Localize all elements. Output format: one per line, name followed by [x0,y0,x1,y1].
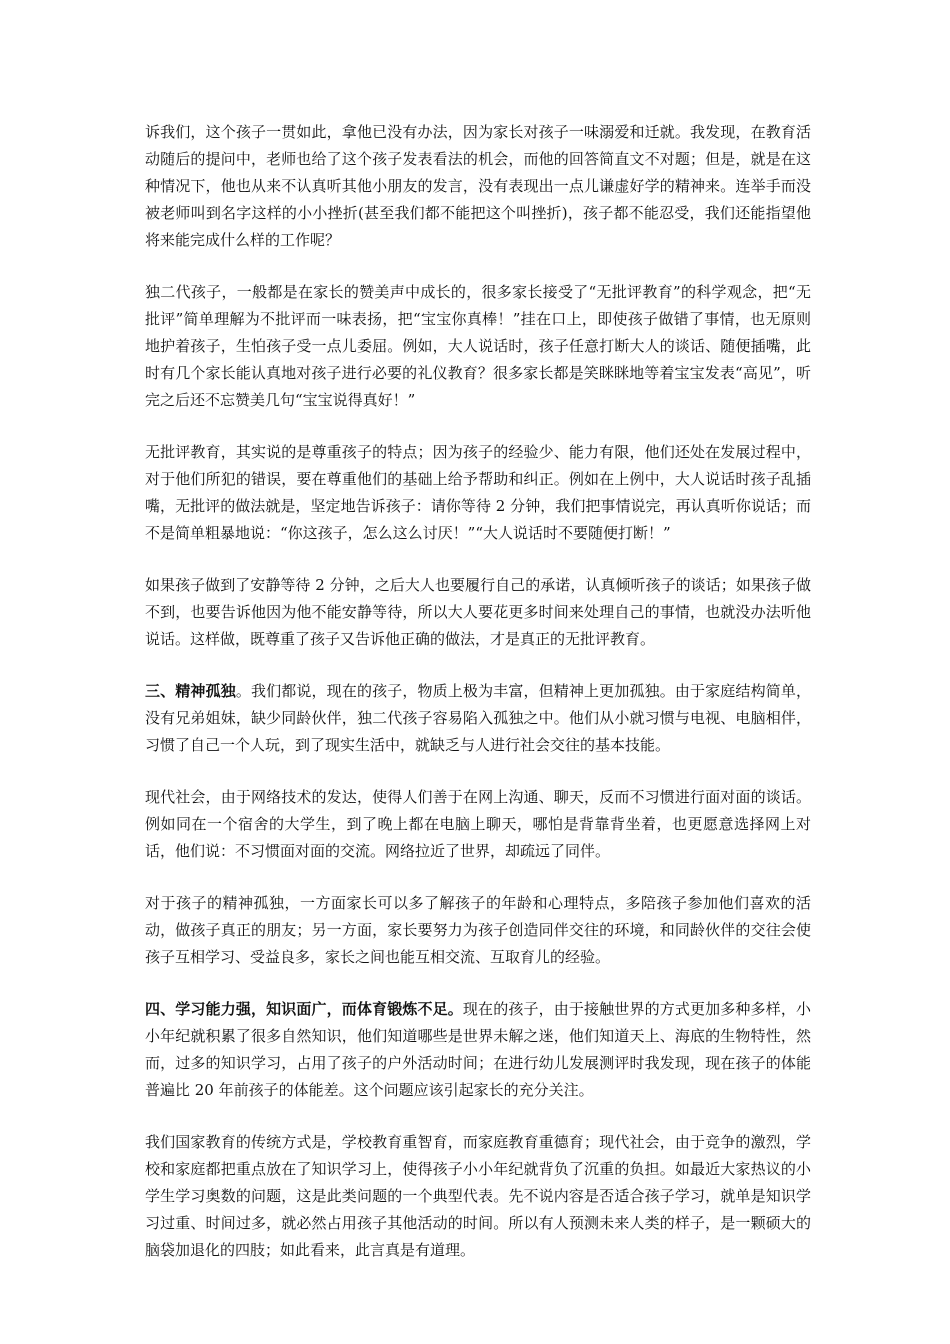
paragraph-4 [145,572,811,653]
paragraph-7 [145,890,811,971]
paragraph-6 [145,784,811,865]
paragraph-1-text: 诉我们，这个孩子一贯如此，拿他已没有办法，因为家长对孩子一味溺爱和迁就。我发现，在教育活动随后的提问中，老师也给了这个孩子发表看法的机会，而他的回答简直文不对题；但是，就是在这种情况下，他也从来不认真听其他小朋友的发言，没有表现出一点儿谦虚好学的精神来。连举手而没被老师叫到名字这样的小小挫折(甚至我们都不能把这个叫挫折)，孩子都不能忍受，我们还能指望他将来能完成什么样的工作呢？ [145,123,811,249]
paragraph-2-text: 独二代孩子，一般都是在家长的赞美声中成长的，很多家长接受了“无批评教育”的科学观念，把“无批评”简单理解为不批评而一味表扬，把“宝宝你真棒！”挂在口上，即使孩子做错了事情，也无原则地护着孩子，生怕孩子受一点儿委屈。例如，大人说话时，孩子任意打断大人的谈话、随便插嘴，此时有几个家长能认真地对孩子进行必要的礼仪教育？很多家长都是笑眯眯地等着宝宝发表“高见”，听完之后还不忘赞美几句“宝宝说得真好！” [145,283,811,409]
paragraph-1 [145,119,811,254]
paragraph-2 [145,279,811,414]
paragraph-3-text: 无批评教育，其实说的是尊重孩子的特点；因为孩子的经验少、能力有限，他们还处在发展过程中，对于他们所犯的错误，要在尊重他们的基础上给予帮助和纠正。例如在上例中，大人说话时孩子乱插嘴，无批评的做法就是，坚定地告诉孩子：请你等待 2 分钟，我们把事情说完，再认真听你说话；而不是简单粗暴地说：“你这孩子，怎么这么讨厌！”“大人说话时不要随便打断！” [145,443,811,542]
paragraph-9-text: 我们国家教育的传统方式是，学校教育重智育，而家庭教育重德育；现代社会，由于竞争的激烈，学校和家庭都把重点放在了知识学习上，使得孩子小小年纪就背负了沉重的负担。如最近大家热议的小学生学习奥数的问题，这是此类问题的一个典型代表。先不说内容是否适合孩子学习，就单是知识学习过重、时间过多，就必然占用孩子其他活动的时间。所以有人预测未来人类的样子，是一颗硕大的脑袋加退化的四肢；如此看来，此言真是有道理。 [145,1133,811,1259]
paragraph-5 [145,678,811,759]
paragraph-7-text: 对于孩子的精神孤独，一方面家长可以多了解孩子的年龄和心理特点，多陪孩子参加他们喜欢的活动，做孩子真正的朋友；另一方面，家长要努力为孩子创造同伴交往的环境，和同龄伙伴的交往会使孩子互相学习、受益良多，家长之间也能互相交流、互取育儿的经验。 [145,894,811,966]
document-body [145,119,811,1289]
section-heading-3: 三、精神孤独 [145,682,236,700]
paragraph-8 [145,996,811,1104]
paragraph-8-text: 现在的孩子，由于接触世界的方式更加多种多样，小小年纪就积累了很多自然知识，他们知道哪些是世界未解之迷，他们知道天上、海底的生物特性，然而，过多的知识学习，占用了孩子的户外活动时间；在进行幼儿发展测评时我发现，现在孩子的体能普遍比 20 年前孩子的体能差。这个问题应该引起家长的充分关注。 [145,1000,811,1099]
paragraph-5-text: 。我们都说，现在的孩子，物质上极为丰富，但精神上更加孤独。由于家庭结构简单，没有兄弟姐妹，缺少同龄伙伴，独二代孩子容易陷入孤独之中。他们从小就习惯与电视、电脑相伴，习惯了自己一个人玩，到了现实生活中，就缺乏与人进行社会交往的基本技能。 [145,682,811,754]
paragraph-3 [145,439,811,547]
paragraph-9 [145,1129,811,1264]
section-heading-4: 四、学习能力强，知识面广，而体育锻炼不足。 [145,1000,463,1018]
paragraph-4-text: 如果孩子做到了安静等待 2 分钟，之后大人也要履行自己的承诺，认真倾听孩子的谈话；如果孩子做不到，也要告诉他因为他不能安静等待，所以大人要花更多时间来处理自己的事情，也就没办法听他说话。这样做，既尊重了孩子又告诉他正确的做法，才是真正的无批评教育。 [145,576,811,648]
paragraph-6-text: 现代社会，由于网络技术的发达，使得人们善于在网上沟通、聊天，反而不习惯进行面对面的谈话。例如同在一个宿舍的大学生，到了晚上都在电脑上聊天，哪怕是背靠背坐着，也更愿意选择网上对话，他们说：不习惯面对面的交流。网络拉近了世界，却疏远了同伴。 [145,788,811,860]
